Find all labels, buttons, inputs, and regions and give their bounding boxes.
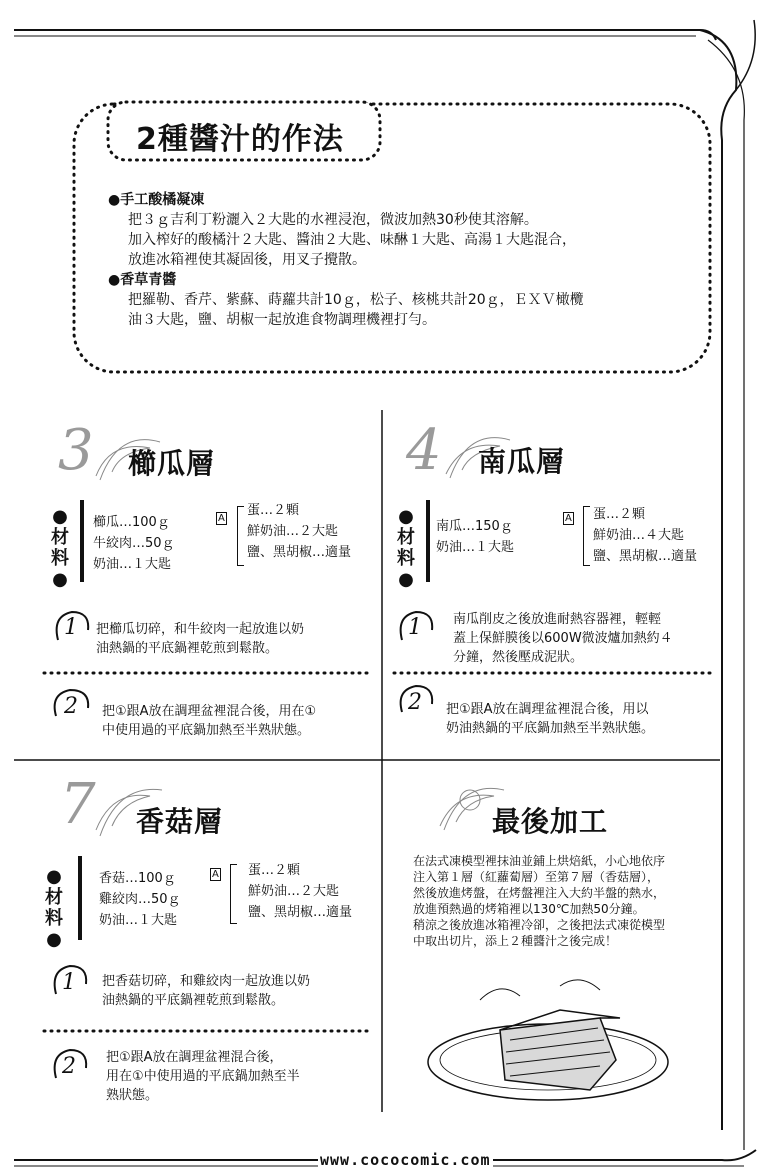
final-instructions (413, 853, 718, 949)
group-a-list (248, 860, 352, 923)
ingredient: 櫛瓜…100ｇ (93, 515, 170, 530)
step-text (96, 620, 304, 658)
step-line: 用在①中使用過的平底鍋加熱至半 (106, 1069, 300, 1084)
materials-label: ●材料● (51, 506, 69, 590)
step-line: 中使用過的平底鍋加熱至半熟狀態。 (102, 723, 311, 738)
sauce-step-line: 把羅勒、香芹、紫蘇、蒔蘿共計10ｇ，松子、核桃共計20ｇ，ＥＸＶ橄欖 (128, 292, 584, 308)
step-line: 蓋上保鮮膜後以600W微波爐加熱約４ (453, 631, 673, 646)
ingredient: 鮮奶油…４大匙 (593, 528, 685, 543)
final-line: 中取出切片，添上２種醬汁之後完成！ (413, 934, 618, 948)
final-line: 放進預熱過的烤箱裡以130℃加熱50分鐘。 (413, 902, 645, 916)
bracket (583, 506, 590, 566)
ingredient: 鮮奶油…２大匙 (247, 524, 339, 539)
ingredient: 鹽、黑胡椒…適量 (247, 545, 352, 560)
layer-number: 7 (60, 772, 96, 837)
layer-title: 櫛瓜層 (128, 447, 216, 480)
step-line: 油熱鍋的平底鍋裡乾煎到鬆散。 (96, 641, 279, 656)
step-number: 1 (408, 615, 422, 640)
ingredient-list (99, 868, 181, 931)
final-line: 稍涼之後放進冰箱裡冷卻，之後把法式凍從模型 (413, 918, 666, 932)
step-line: 熟狀態。 (106, 1088, 159, 1103)
layer-title: 香菇層 (136, 805, 224, 838)
ingredient: 奶油…１大匙 (436, 540, 515, 555)
sauce-step-line: 把３ｇ吉利丁粉灑入２大匙的水裡浸泡，微波加熱30秒使其溶解。 (128, 212, 538, 228)
group-a-list (247, 500, 351, 563)
ingredient: 鹽、黑胡椒…適量 (248, 905, 353, 920)
step-text (102, 972, 310, 1010)
ingredient: 雞絞肉…50ｇ (99, 892, 181, 907)
materials-bar (78, 856, 82, 940)
step-text (453, 610, 673, 667)
step-line: 把①跟A放在調理盆裡混合後，用以 (446, 702, 649, 717)
step-line: 油熱鍋的平底鍋裡乾煎到鬆散。 (102, 993, 285, 1008)
group-a-mark: A (565, 513, 572, 524)
final-line: 注入第１層（紅蘿蔔層）至第７層（香菇層）， (413, 870, 660, 884)
sauce-instructions (108, 190, 708, 330)
step-number: 1 (64, 615, 78, 640)
step-line: 把①跟A放在調理盆裡混合後， (106, 1050, 283, 1065)
ingredient: 南瓜…150ｇ (436, 519, 513, 534)
bracket (230, 864, 237, 924)
step-number: 1 (62, 970, 76, 995)
ingredient-list (93, 512, 175, 575)
step-text (446, 700, 654, 738)
ingredient: 香菇…100ｇ (99, 871, 176, 886)
materials-label: ●材料● (397, 506, 415, 590)
step-line: 南瓜削皮之後放進耐熱容器裡，輕輕 (453, 612, 662, 627)
ingredient: 蛋…２顆 (593, 507, 646, 522)
step-text (102, 702, 316, 740)
sauce-name: ●手工酸橘凝凍 (108, 192, 205, 208)
layer-title: 南瓜層 (478, 445, 566, 478)
materials-bar (80, 500, 84, 582)
bracket (237, 506, 244, 566)
step-number: 2 (408, 690, 422, 715)
step-line: 奶油熱鍋的平底鍋加熱至半熟狀態。 (446, 721, 655, 736)
layer-number: 4 (406, 418, 442, 483)
ingredient: 奶油…１大匙 (99, 913, 178, 928)
ingredient: 蛋…２顆 (247, 503, 300, 518)
ingredient-list (436, 516, 514, 558)
final-title: 最後加工 (492, 805, 609, 838)
step-line: 把香菇切碎，和雞絞肉一起放進以奶 (102, 974, 311, 989)
layer-number: 3 (58, 418, 94, 483)
sauce-step-line: 油３大匙，鹽、胡椒一起放進食物調理機裡打勻。 (128, 312, 436, 328)
ingredient: 牛絞肉…50ｇ (93, 536, 175, 551)
group-a-mark: A (212, 869, 219, 880)
group-a-mark: A (218, 513, 225, 524)
sauce-section-title: 2種醬汁的作法 (136, 122, 344, 157)
step-line: 把櫛瓜切碎，和牛絞肉一起放進以奶 (96, 622, 305, 637)
step-number: 2 (62, 1054, 76, 1079)
group-a-list (593, 504, 697, 567)
ingredient: 蛋…２顆 (248, 863, 301, 878)
ingredient: 鹽、黑胡椒…適量 (593, 549, 698, 564)
step-line: 把①跟A放在調理盆裡混合後，用在① (102, 704, 317, 719)
step-line: 分鐘，然後壓成泥狀。 (453, 650, 584, 665)
sauce-step-line: 加入榨好的酸橘汁２大匙、醬油２大匙、味醂１大匙、高湯１大匙混合， (128, 232, 576, 248)
final-line: 在法式凍模型裡抹油並鋪上烘焙紙，小心地依序 (413, 854, 666, 868)
step-text (106, 1048, 300, 1105)
materials-label: ●材料● (45, 866, 63, 950)
ingredient: 鮮奶油…２大匙 (248, 884, 340, 899)
materials-bar (426, 500, 430, 582)
footer-url: www.cococomic.com (320, 1151, 491, 1169)
final-line: 然後放進烤盤，在烤盤裡注入大約半盤的熱水， (413, 886, 666, 900)
terrine-illustration (428, 980, 668, 1100)
ingredient: 奶油…１大匙 (93, 557, 172, 572)
sauce-name: ●香草青醬 (108, 272, 177, 288)
step-number: 2 (64, 694, 78, 719)
sauce-step-line: 放進冰箱裡使其凝固後，用叉子攪散。 (128, 252, 366, 268)
